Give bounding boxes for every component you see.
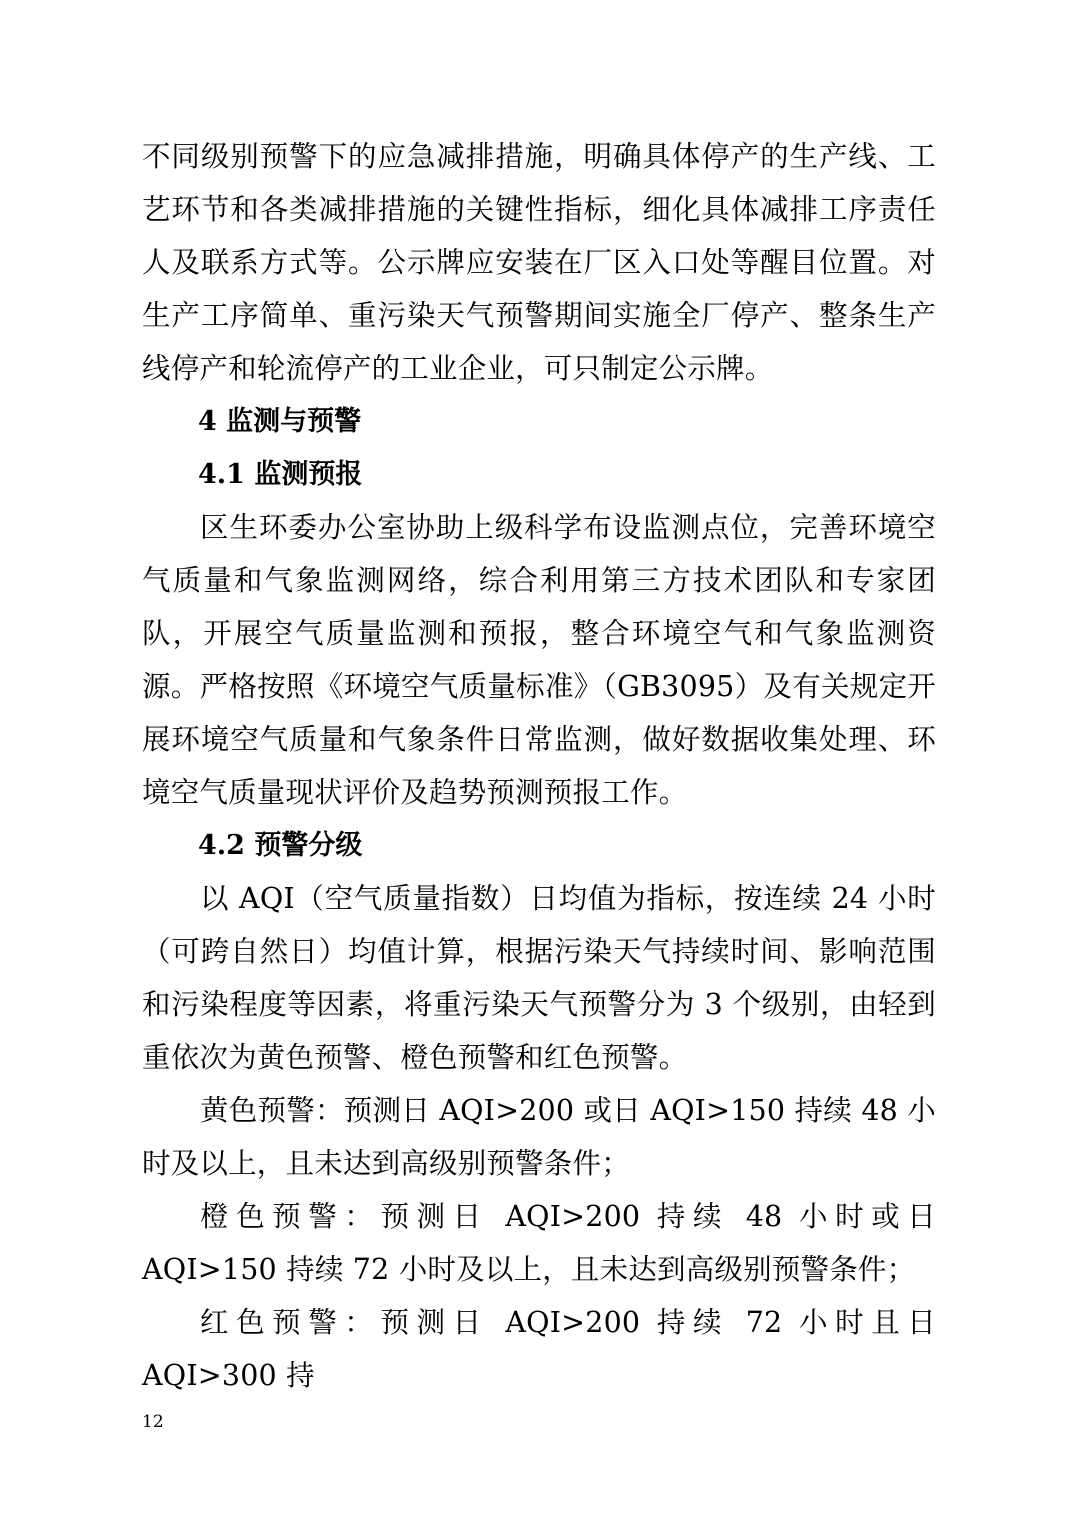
section-heading-4-2: 4.2 预警分级 <box>198 830 363 861</box>
paragraph-continuation: 不同级别预警下的应急减排措施，明确具体停产的生产线、工艺环节和各类减排措施的关键性指标，细化具体减排工序责任人及联系方式等。公示牌应安装在厂区入口处等醒目位置。对生产工序简单、重污染天气预警期间实施全厂停产、整条生产线停产和轮流停产的工业企业，可只制定公示牌。 <box>142 140 936 385</box>
paragraph-monitoring: 区生环委办公室协助上级科学布设监测点位，完善环境空气质量和气象监测网络，综合利用第三方技术团队和专家团队，开展空气质量监测和预报，整合环境空气和气象监测资源。严格按照《环境空气质量标准》（GB3095）及有关规定开展环境空气质量和气象条件日常监测，做好数据收集处理、环境空气质量现状评价及趋势预测预报工作。 <box>142 511 936 809</box>
paragraph-red-alert: 红色预警：预测日 AQI>200 持续 72 小时且日 AQI>300 持 <box>142 1306 936 1392</box>
paragraph-aqi-definition: 以 AQI（空气质量指数）日均值为指标，按连续 24 小时（可跨自然日）均值计算，根据污染天气持续时间、影响范围和污染程度等因素，将重污染天气预警分为 3 个级别，由轻到重依次为黄色预警、橙色预警和红色预警。 <box>142 882 936 1074</box>
section-heading-4: 4 监测与预警 <box>198 406 362 437</box>
paragraph-orange-alert: 橙色预警：预测日 AQI>200 持续 48 小时或日 AQI>150 持续 72 小时及以上，且未达到高级别预警条件； <box>142 1200 936 1286</box>
paragraph-yellow-alert: 黄色预警：预测日 AQI>200 或日 AQI>150 持续 48 小时及以上，且未达到高级别预警条件； <box>142 1094 936 1180</box>
section-heading-4-1: 4.1 监测预报 <box>198 459 363 490</box>
page-number: 12 <box>142 1412 164 1432</box>
